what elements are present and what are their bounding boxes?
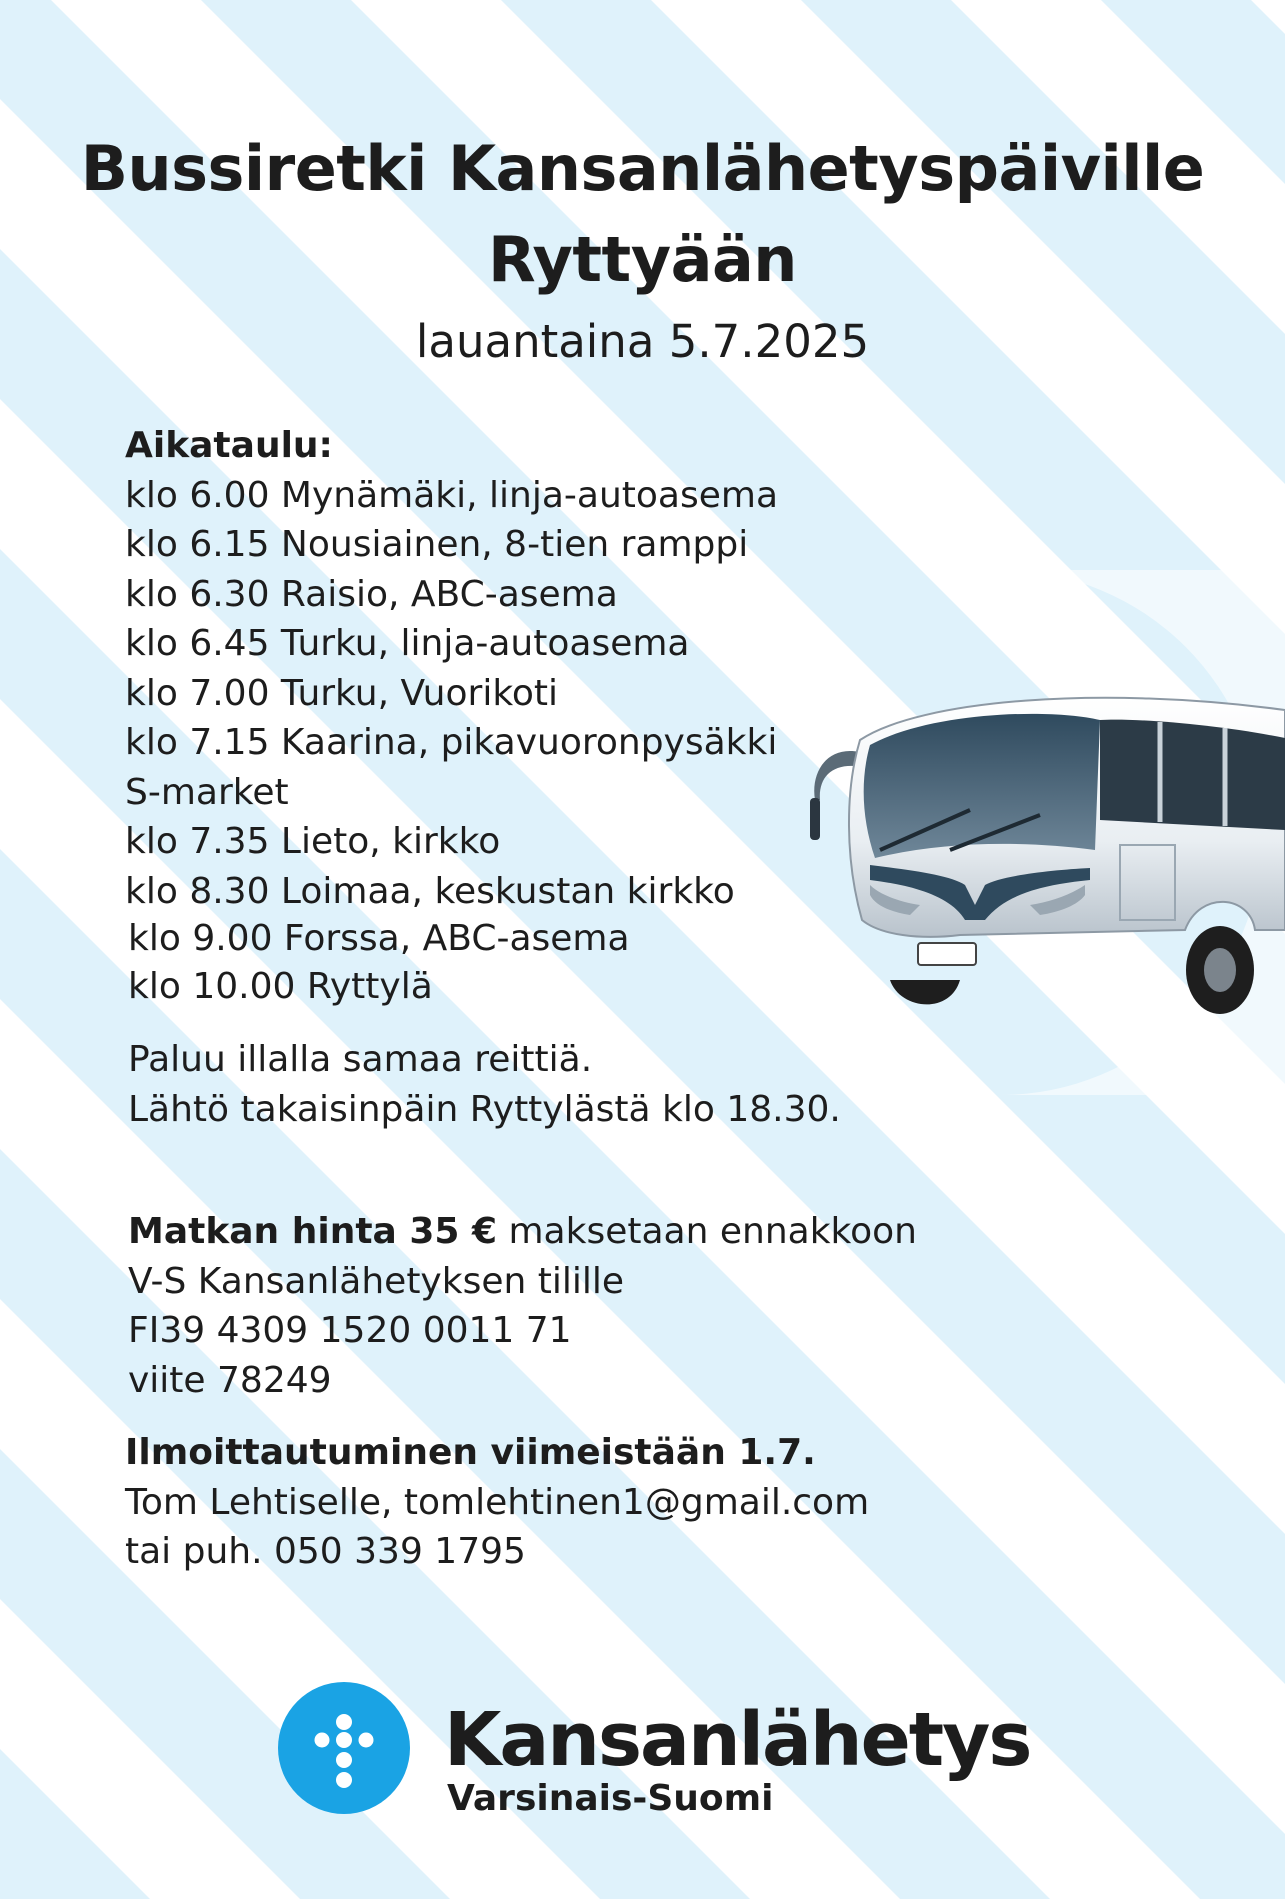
price-line [128,1207,917,1257]
bus-icon [800,680,1285,1020]
return-departure-line: Lähtö takaisinpäin Ryttylästä klo 18.30. [128,1088,841,1130]
price-section [128,1207,917,1405]
account-line: V-S Kansanlähetyksen tilille [128,1260,625,1302]
logo-region: Varsinais-Suomi [447,1778,774,1819]
poster-title-line2: Ryttyään [488,223,797,296]
registration-section [125,1428,869,1577]
schedule-heading: Aikataulu: [125,425,333,466]
schedule-stop: klo 6.30 Raisio, ABC-asema [125,573,618,615]
logo-name: Kansanlähetys [444,1697,1031,1783]
schedule-stop: klo 10.00 Ryttylä [128,966,433,1007]
schedule-stop: klo 6.15 Nousiainen, 8-tien ramppi [125,524,749,565]
return-section [128,1035,841,1134]
cross-dots-icon [278,1682,410,1814]
registration-heading: Ilmoittautuminen viimeistään 1.7. [125,1432,816,1473]
schedule-stop: klo 6.00 Mynämäki, linja-autoasema [125,474,779,516]
iban: FI39 4309 1520 0011 71 [128,1310,572,1351]
poster-title-line1: Bussiretki Kansanlähetyspäiville [80,132,1205,205]
schedule-stop: klo 7.00 Turku, Vuorikoti [125,672,559,714]
schedule-stop: klo 6.45 Turku, linja-autoasema [125,623,690,664]
schedule-stop: klo 7.35 Lieto, kirkko [125,821,501,862]
registration-contact: Tom Lehtiselle, tomlehtinen1@gmail.com [125,1481,870,1523]
schedule-stop: klo 7.15 Kaarina, pikavuoronpysäkki [125,722,778,763]
price-payment-note: maksetaan ennakkoon [497,1211,917,1252]
registration-phone: tai puh. 050 339 1795 [125,1531,526,1572]
schedule-stop: klo 8.30 Loimaa, keskustan kirkko [125,870,735,912]
return-line: Paluu illalla samaa reittiä. [128,1039,593,1080]
price-amount: Matkan hinta 35 € [128,1211,498,1252]
poster-date: lauantaina 5.7.2025 [415,315,870,368]
reference-number: viite 78249 [128,1359,332,1401]
schedule-section [125,421,778,1012]
schedule-stop: S-market [125,771,289,813]
schedule-stop: klo 9.00 Forssa, ABC-asema [128,918,630,959]
